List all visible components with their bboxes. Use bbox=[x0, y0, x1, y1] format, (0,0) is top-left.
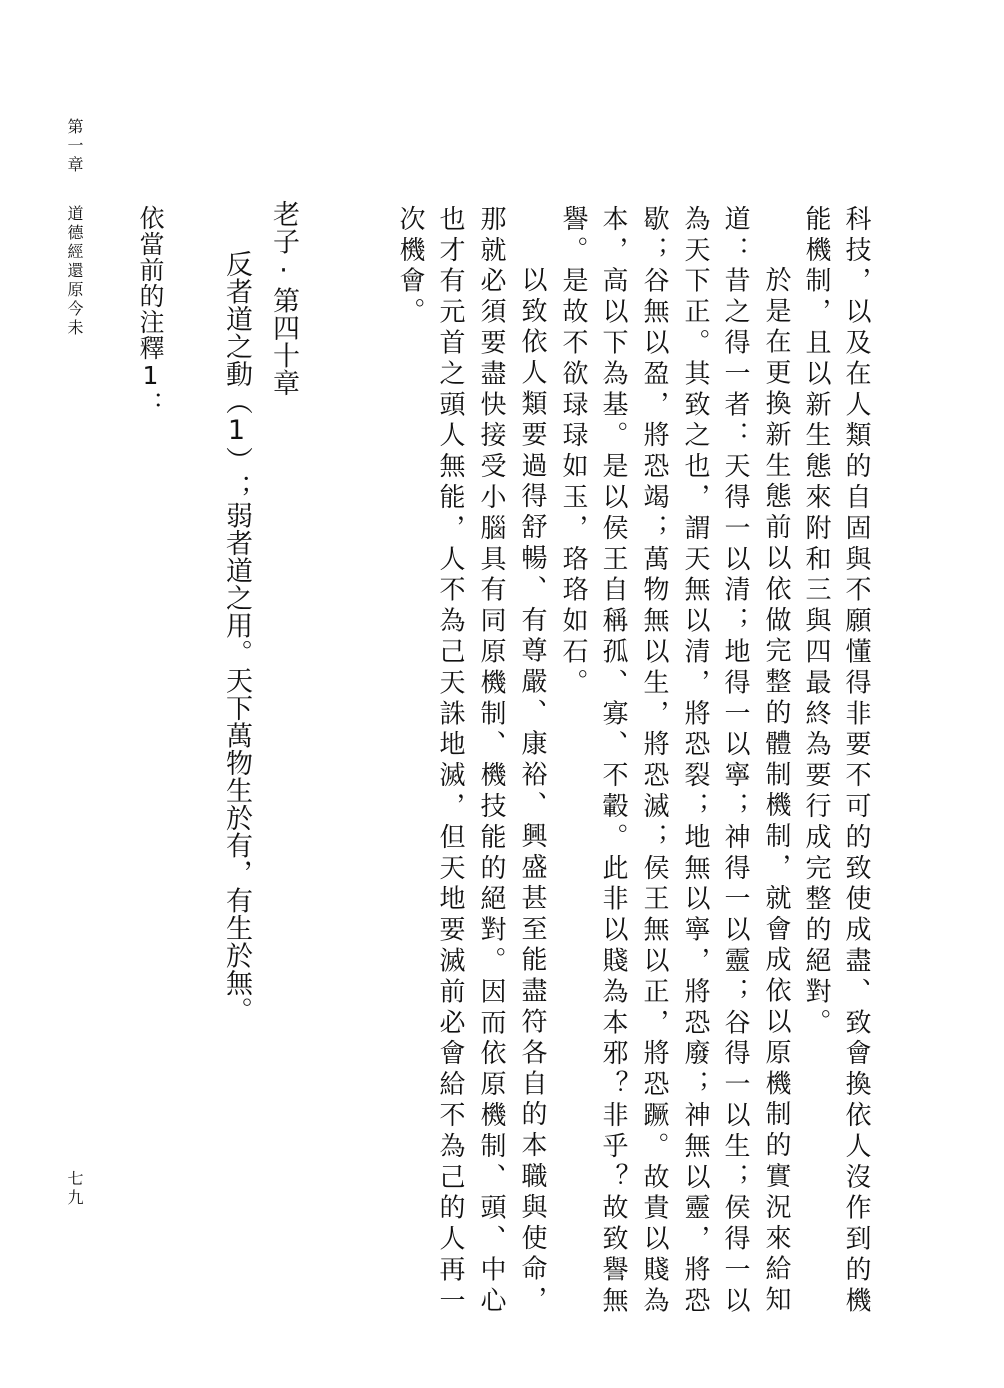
body-column-4: 道：昔之得一者：天得一以清；地得一以寧；神得一以靈；谷得一以生；侯得一以 bbox=[720, 205, 750, 1318]
body-column-3: 於是在更換新生態前以依做完整的體制機制，就會成依以原機制的實況來給知 bbox=[761, 266, 791, 1317]
body-column-9: 以致依人類要過得舒暢、有尊嚴、康裕、興盛甚至能盡符各自的本職與使命， bbox=[517, 266, 547, 1317]
body-column-8: 譽。是故不欲琭琭如玉，珞珞如石。 bbox=[558, 205, 588, 700]
body-column-11: 也才有元首之頭人無能，人不為己天誅地滅，但天地要滅前必會給不為己的人再一 bbox=[435, 205, 465, 1318]
body-column-10: 那就必須要盡快接受小腦具有同原機制、機技能的絕對。因而依原機制、頭、中心 bbox=[476, 205, 506, 1318]
body-column-1: 科技，以及在人類的自固與不願懂得非要不可的致使成盡、致會換依人沒作到的機 bbox=[841, 205, 871, 1318]
body-column-12: 次機會。 bbox=[395, 205, 425, 329]
body-column-6: 歇；谷無以盈，將恐竭；萬物無以生，將恐滅；侯王無以正，將恐蹶。故貴以賤為 bbox=[639, 205, 669, 1318]
chapter-label: 第一章 bbox=[65, 118, 84, 175]
page-number: 七九 bbox=[65, 1170, 84, 1208]
body-column-5: 為天下正。其致之也，謂天無以清，將恐裂；地無以寧，將恐廢；神無以靈，將恐 bbox=[680, 205, 710, 1318]
body-column-7: 本，高以下為基。是以侯王自稱孤、寡、不轂。此非以賤為本邪？非乎？故致譽無 bbox=[598, 205, 628, 1318]
annotation-intro: 依當前的注釋1： bbox=[136, 205, 165, 417]
section-quote: 反者道之動（1）；弱者道之用。天下萬物生於有，有生於無。 bbox=[221, 250, 252, 1024]
body-column-2: 能機制，且以新生態來附和三與四最終為要行成完整的絕對。 bbox=[801, 205, 831, 1040]
section-heading: 老子·第四十章 bbox=[268, 200, 299, 397]
book-title: 道德經還原今未 bbox=[65, 205, 84, 338]
